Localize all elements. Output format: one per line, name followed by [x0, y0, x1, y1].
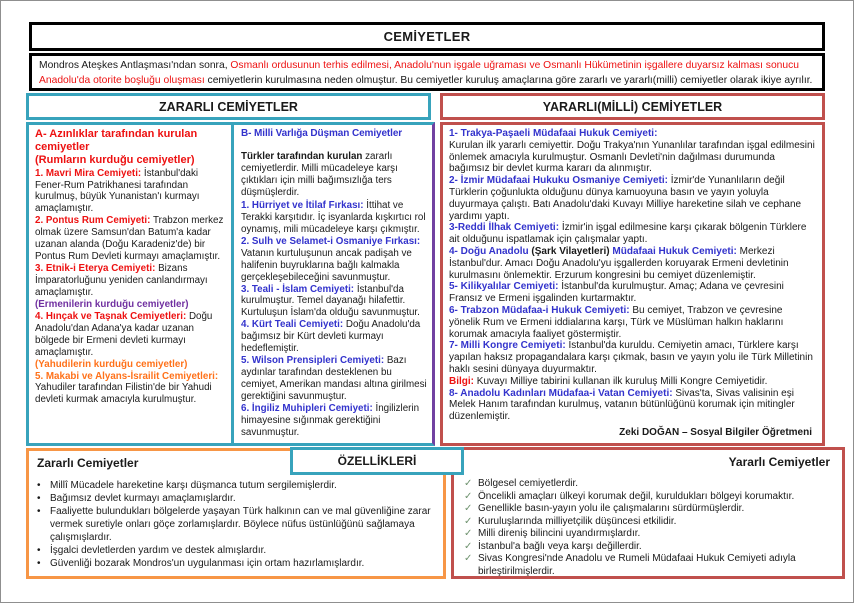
bullet-icon: • — [37, 558, 41, 569]
check-icon: ✓ — [464, 490, 473, 502]
list-item — [37, 492, 435, 505]
author-signature: Zeki DOĞAN – Sosyal Bilgiler Öğretmeni — [613, 427, 812, 439]
anti-national-societies-column — [234, 125, 432, 443]
list-item — [241, 284, 427, 320]
list-item — [462, 503, 832, 516]
item-text: Bağımsız devlet kurmayı amaçlamışlardır. — [50, 493, 236, 504]
list-item — [449, 281, 816, 305]
item-label: 6. İngiliz Muhipleri Cemiyeti: — [241, 402, 373, 414]
item-text: Yahudiler tarafından Filistin'de bir Yahudi devleti kurmak amacıyla kurulmuştur. — [35, 382, 212, 406]
item-text: Faaliyette bulundukları bölgelerde yaşayan Türk halkının can ve mal güvenliğine zarar vermek suretiyle onları göçe zorlamışlardır. Böylece nüfus üstünlüğünü sağlamaya çalışmışlardır. — [50, 506, 431, 543]
item-label: 2. Pontus Rum Cemiyeti: — [35, 215, 151, 227]
bullet-icon: • — [37, 506, 41, 517]
item-label: 4- Doğu Anadolu — [449, 245, 529, 257]
list-item — [449, 128, 816, 175]
item-text: İzmir'in işgal edilmesine karşı çıkarak bölgenin Türklere ait olduğunu ispatlamak için çalışmalar yaptı. — [449, 222, 807, 246]
list-item — [449, 388, 816, 423]
list-item — [462, 516, 832, 529]
features-title-box: ÖZELLİKLERİ — [290, 447, 464, 475]
check-icon: ✓ — [464, 515, 473, 527]
check-icon: ✓ — [464, 540, 473, 552]
intro-bold: Türkler tarafından kurulan — [241, 151, 363, 163]
jewish-group-label: (Yahudilerin kurduğu cemiyetler) — [35, 358, 188, 370]
item-text: Bu cemiyet, Trabzon ve çevresine yönelik Rum ve Ermeni iddialarına karşı, Türk ve Müslüman halkın haklarını korumak amacıyla faaliyet göstermiştir. — [449, 304, 784, 340]
item-text: Güvenliği bozarak Mondros'un uygulanması için ortam hazırlamışlardır. — [50, 558, 365, 569]
item-text: Bizans İmparatorluğunu yeniden canlandırmayı amaçlamıştır. — [35, 263, 208, 298]
beneficial-summary-list — [462, 478, 832, 578]
item-label: 5. Wilson Prensipleri Cemiyeti: — [241, 355, 385, 367]
column-b-title: B- Milli Varlığa Düşman Cemiyetler — [241, 128, 403, 139]
list-item — [462, 553, 832, 578]
item-label: 5. Makabi ve Alyans-İsrailit Cemiyetleri: — [35, 370, 219, 382]
item-label: 2. Sulh ve Selamet-i Osmaniye Fırkası: — [241, 235, 421, 247]
list-item — [35, 215, 226, 263]
item-label: 1. Hürriyet ve İtilaf Fırkası: — [241, 199, 364, 211]
list-item — [462, 491, 832, 504]
list-item — [449, 305, 816, 340]
column-a-title: A- Azınlıklar tarafından kurulan cemiyetler — [35, 128, 198, 154]
item-label: 5- Kilikyalılar Cemiyeti: — [449, 281, 559, 293]
intro-text-pre: Mondros Ateşkes Antlaşması'ndan sonra, — [39, 60, 231, 71]
harmful-summary-title: Zararlı Cemiyetler — [37, 456, 139, 470]
bullet-icon: • — [37, 493, 41, 504]
list-item — [35, 168, 226, 216]
item-text: Doğu Anadolu'dan Adana'ya kadar uzanan bölgede bir Ermeni devleti kurmayı amaçlamıştır. — [35, 310, 213, 358]
beneficial-societies-panel — [440, 122, 825, 446]
item-text: Bölgesel cemiyetlerdir. — [478, 478, 579, 489]
item-text: İşgalci devletlerden yardım ve destek almışlardır. — [50, 545, 267, 556]
check-icon: ✓ — [464, 553, 473, 564]
list-item — [462, 478, 832, 491]
intro-text-post: cemiyetlerin kurulmasına neden olmuştur. Bu cemiyetler kuruluş amaçlarına göre zararlı ve yararlı(milli) cemiyetler olarak ikiye ayrılır. — [207, 74, 813, 86]
armenian-group-label: (Ermenilerin kurduğu cemiyetler) — [35, 298, 189, 310]
item-text: İzmir'de Yunanlıların değil Türklerin çoğunlukta olduğunu dünya kamuoyuna basın ve yayın yoluyla duyurmaya çalıştı. Batı Anadolu'daki Kuvayı Milliye hareketine silah ve cephane yardımı yaptı. — [449, 175, 802, 222]
beneficial-summary-title: Yararlı Cemiyetler — [728, 455, 830, 469]
item-text: İngilizlerin himayesine sığınmak gerektiğini savunmuştur. — [241, 402, 420, 438]
item-text: Merkezi İstanbul'dur. Amacı Doğu Anadolu'yu işgallerden koruyarak Ermeni devletinin kurulmasını önlemektir. Erzurum kongresini bu cemiyet düzenlemiştir. — [449, 245, 789, 281]
item-text: İstanbul'daki Fener-Rum Patrikhanesi tarafından kurulmuş, büyük Yunanistan'ı kurmayı amaçlamıştır. — [35, 167, 200, 215]
item-label: 3-Reddi İlhak Cemiyeti: — [449, 222, 560, 234]
item-text: İstanbul'da kurulmuştur. Amaç; Adana ve çevresini Fransız ve Ermeni işgalinden kurtarmaktır. — [449, 281, 784, 305]
check-icon: ✓ — [464, 503, 473, 514]
intro-rest: zararlı cemiyetlerdir. Milli mücadeleye karşı çıktıkları için milli bağımsızlığa ters düşmüşlerdir. — [241, 151, 398, 198]
page-title: CEMİYETLER — [29, 22, 825, 51]
item-text: İstanbul'da kuruldu. Cemiyetin amacı, Türklere karşı yapılan haksız propagandalara karşı çıkmak, basın ve yayın yolu ile Türk Milletinin haklı sesini dünyaya duyurmaktır. — [449, 340, 813, 375]
beneficial-societies-header: YARARLI(MİLLİ) CEMİYETLER — [440, 93, 825, 120]
check-icon: ✓ — [464, 478, 473, 489]
item-label: 1- Trakya-Paşaeli Müdafaai Hukuk Cemiyeti: — [449, 128, 658, 139]
list-item — [449, 246, 816, 281]
item-label: 8- Anadolu Kadınları Müdafaa-i Vatan Cemiyeti: — [449, 387, 673, 399]
item-label: 4. Kürt Teali Cemiyeti: — [241, 319, 344, 331]
bullet-icon: • — [37, 480, 41, 491]
list-item — [241, 403, 427, 439]
list-item — [449, 175, 816, 222]
intro-text-highlight: Osmanlı ordusunun terhis edilmesi, Anadolu'nun işgale uğraması ve Osmanlı Hükümetinin işgallere duyarsız kalması sonucu Anadolu'da otorite boşluğu oluşması — [39, 60, 799, 86]
list-item — [449, 340, 816, 375]
list-item — [37, 479, 435, 492]
item-text: İstanbul'a bağlı veya karşı değillerdir. — [478, 540, 642, 552]
item-text: Kuruluşlarında milliyetçilik düşüncesi etkilidir. — [478, 515, 677, 527]
harmful-summary-list — [37, 479, 435, 570]
item-text: Millî Mücadele hareketine karşı düşmanca tutum sergilemişlerdir. — [50, 480, 337, 491]
item-text: Öncelikli amaçları ülkeyi korumak değil, kuruldukları bölgeyi korumaktır. — [478, 490, 795, 502]
item-text: Milli direniş bilincini uyandırmışlardır. — [478, 528, 641, 539]
list-item — [37, 544, 435, 557]
harmful-societies-panel — [26, 122, 435, 446]
item-label: 3. Teali - İslam Cemiyeti: — [241, 283, 355, 295]
beneficial-summary-box — [451, 447, 845, 579]
harmful-societies-header: ZARARLI CEMİYETLER — [26, 93, 431, 120]
list-item — [462, 541, 832, 554]
list-item — [241, 319, 427, 355]
list-item — [35, 311, 226, 359]
bullet-icon: • — [37, 545, 41, 556]
list-item — [35, 371, 226, 407]
list-item — [449, 222, 816, 246]
item-label: 3. Etnik-i Eterya Cemiyeti: — [35, 263, 156, 275]
item-label: 7- Milli Kongre Cemiyeti: — [449, 340, 566, 352]
item-text: İstanbul'da kurulmuştur. Temel dayanağı hilafettir. Kurtuluşun İslam'da olduğu savunmuştur. — [241, 283, 420, 319]
check-icon: ✓ — [464, 528, 473, 539]
minority-societies-column — [29, 125, 234, 443]
list-item — [37, 557, 435, 570]
item-text: Sivas Kongresi'nde Anadolu ve Rumeli Müdafaai Hukuk Cemiyeti adıyla birleştirilmişlerdir. — [478, 553, 796, 577]
item-text: Trabzon merkez olmak üzere Samsun'dan Batum'a kadar uzanan alanda (Doğu Karadeniz'de) bir Pontus Rum Devleti kurmayı amaçlamıştır. — [35, 215, 224, 263]
item-label: 2- İzmir Müdafaai Hukuku Osmaniye Cemiyeti: — [449, 175, 668, 187]
list-item — [241, 200, 427, 236]
greek-group-label: (Rumların kurduğu cemiyetler) — [35, 154, 195, 167]
item-text: İttihat ve Terakki karşıtıdır. İç isyanlarda kışkırtıcı rol oynamış, mili mücadeleye karşı çıkmıştır. — [241, 199, 426, 235]
item-label: 6- Trabzon Müdafaa-i Hukuk Cemiyeti: — [449, 304, 630, 316]
item-text: Bazı aydınlar tarafından desteklenen bu cemiyet, Amerikan mandası altına girilmesi gerektiğini savunmuştur. — [241, 355, 427, 402]
intro-paragraph — [29, 53, 825, 91]
info-note — [449, 376, 816, 388]
item-text: Doğu Anadolu'da bağımsız bir Kürt devleti kurmayı hedeflemiştir. — [241, 319, 421, 355]
column-b-intro — [241, 151, 427, 199]
list-item — [37, 505, 435, 544]
item-label: 4. Hınçak ve Taşnak Cemiyetleri: — [35, 310, 187, 322]
item-label: 1. Mavri Mira Cemiyeti: — [35, 167, 142, 179]
item-label-2: Müdafaai Hukuk Cemiyeti: — [612, 245, 737, 257]
item-text: Vatanın kurtuluşunun ancak padişah ve halifenin buyruklarına bağlı kalmakla gerçekleşebileceğini savunmuştur. — [241, 247, 412, 283]
list-item — [241, 355, 427, 403]
info-label: Bilgi: — [449, 375, 474, 387]
list-item — [35, 263, 226, 299]
list-item — [462, 528, 832, 541]
item-text: Genellikle basın-yayın yolu ile çalışmalarını sürdürmüşlerdir. — [478, 503, 745, 514]
item-label-middle: (Şark Vilayetleri) — [531, 245, 610, 257]
item-text: Kurulan ilk yararlı cemiyettir. Doğu Trakya'nın Yunanlılar tarafından işgal edilmesini önlemek amacıyla kurulmuştur. Osmanlı Devleti'nin dağılması durumunda bağımsız bir devlet kurma kararı da alınmıştır. — [449, 139, 815, 175]
info-text: Kuvayı Milliye tabirini kullanan ilk kuruluş Milli Kongre Cemiyetidir. — [476, 375, 768, 387]
item-text: Sivas'ta, Sivas valisinin eşi Melek Hanım tarafından kurulmuş, vatanın bütünlüğünü korumak için mitingler düzenlemiştir. — [449, 387, 795, 423]
list-item — [241, 236, 427, 284]
